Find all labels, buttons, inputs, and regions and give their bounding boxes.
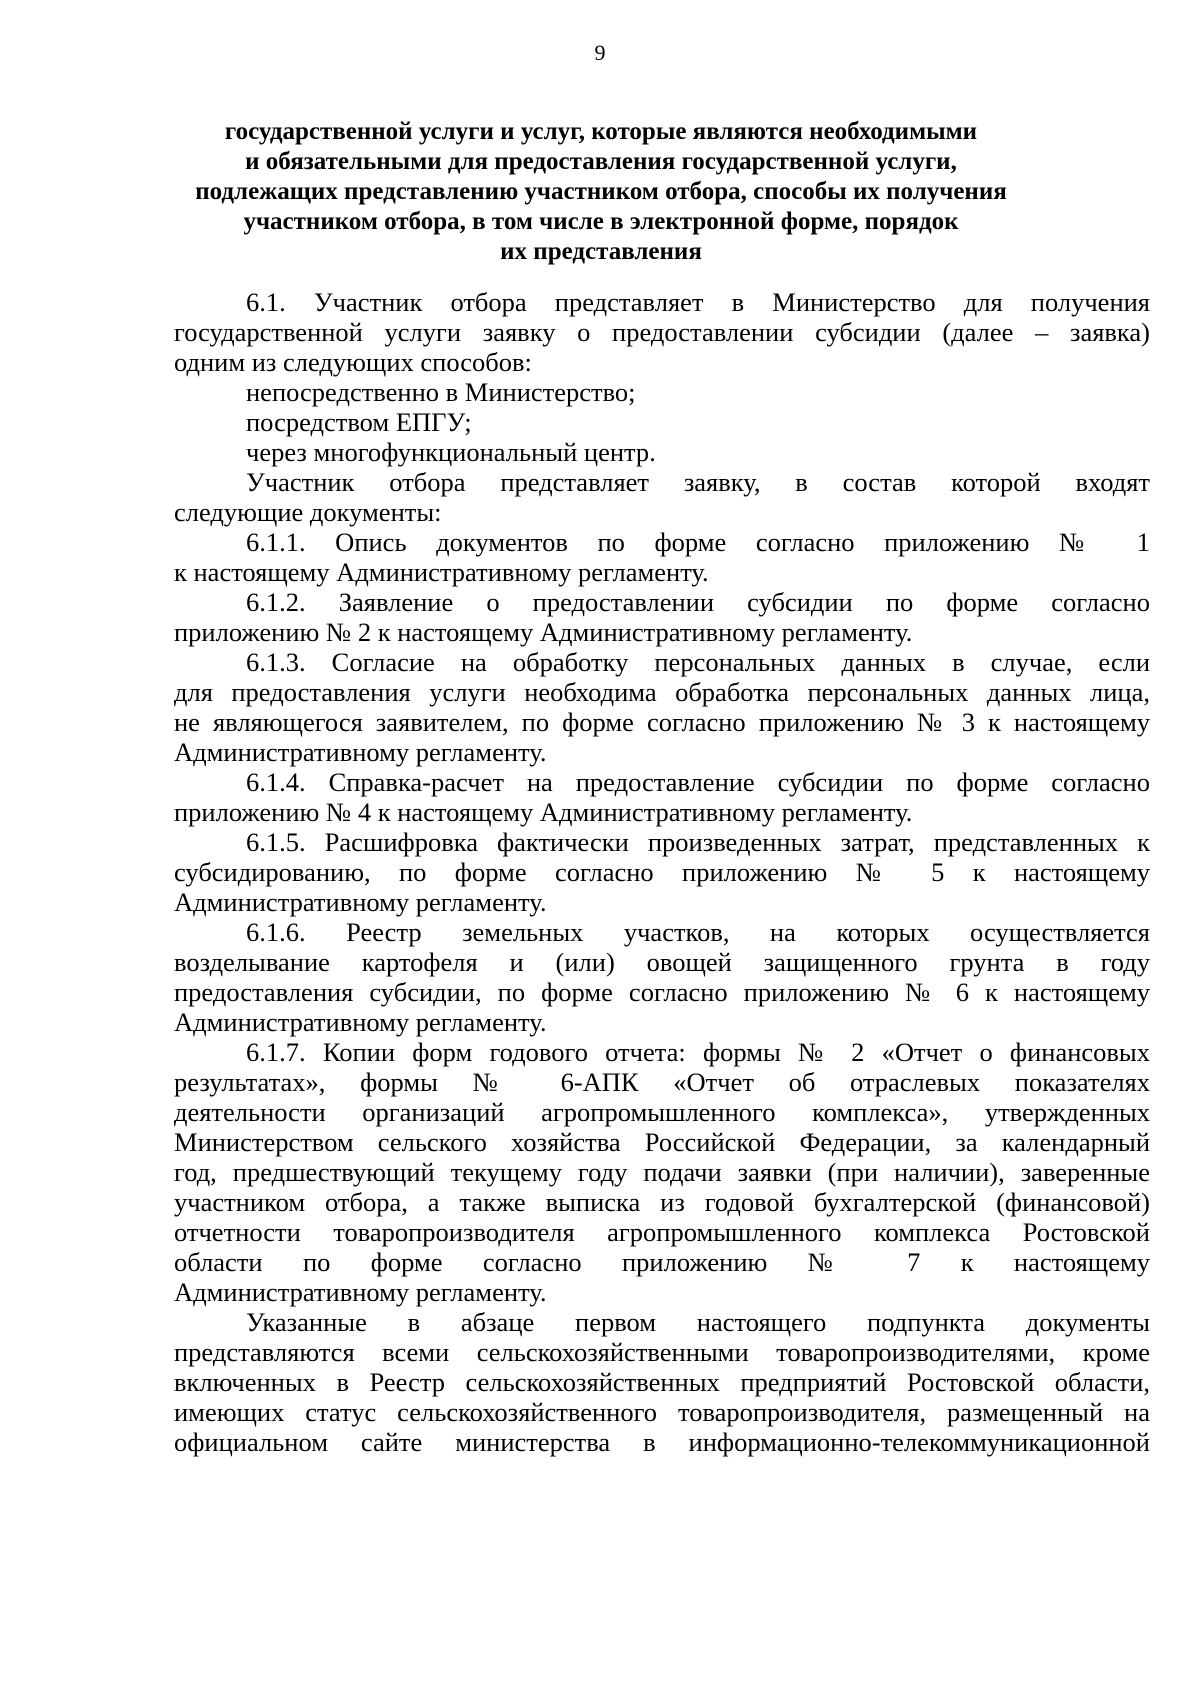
paragraph [174, 827, 1150, 917]
text-line: предоставления субсидии, по форме согласно приложению № 6 к настоящему [174, 977, 1150, 1007]
text-line: непосредственно в Министерство; [246, 377, 636, 407]
text-line: возделывание картофеля и (или) овощей защищенного грунта в году [174, 947, 1150, 977]
text-line: Участник отбора представляет заявку, в состав которой входят [246, 467, 1150, 497]
text-line: не являющегося заявителем, по форме согласно приложению № 3 к настоящему [174, 707, 1150, 737]
paragraph [174, 587, 1150, 647]
text-line: Административному регламенту. [174, 1277, 547, 1307]
text-line: деятельности организаций агропромышленного комплекса», утвержденных [174, 1097, 1150, 1127]
text-line: 6.1.2. Заявление о предоставлении субсидии по форме согласно [246, 587, 1150, 617]
text-line: посредством ЕПГУ; [246, 407, 472, 437]
document-body [174, 287, 1150, 1457]
paragraph [174, 1037, 1150, 1307]
paragraph [174, 437, 1150, 467]
text-line: для предоставления услуги необходима обработка персональных данных лица, [174, 677, 1150, 707]
text-line: одним из следующих способов: [174, 347, 532, 377]
text-line: Административному регламенту. [174, 887, 547, 917]
text-line: области по форме согласно приложению № 7 к настоящему [174, 1247, 1150, 1277]
text-line: приложению № 4 к настоящему Административному регламенту. [174, 797, 913, 827]
paragraph [174, 467, 1150, 527]
text-line: Административному регламенту. [174, 737, 547, 767]
paragraph [174, 1307, 1150, 1457]
text-line: к настоящему Административному регламенту. [174, 557, 709, 587]
text-line: год, предшествующий текущему году подачи заявки (при наличии), заверенные [174, 1157, 1150, 1187]
paragraph [174, 767, 1150, 827]
heading-line: их представления [500, 238, 702, 265]
heading-line: участником отбора, в том числе в электронной форме, порядок [243, 208, 959, 235]
paragraph [174, 287, 1150, 377]
text-line: следующие документы: [174, 497, 442, 527]
text-line: результатах», формы № 6-АПК «Отчет об отраслевых показателях [174, 1067, 1150, 1097]
text-line: официальном сайте министерства в информационно-телекоммуникационной [174, 1427, 1150, 1457]
text-line: Административному регламенту. [174, 1007, 547, 1037]
paragraph [174, 407, 1150, 437]
text-line: субсидированию, по форме согласно приложению № 5 к настоящему [174, 857, 1150, 887]
section-heading [180, 117, 1022, 267]
text-line: Министерством сельского хозяйства Российской Федерации, за календарный [174, 1127, 1150, 1157]
paragraph [174, 917, 1150, 1037]
text-line: 6.1.1. Опись документов по форме согласно приложению № 1 [246, 527, 1150, 557]
paragraph [174, 647, 1150, 767]
text-line: через многофункциональный центр. [246, 437, 656, 467]
heading-line: и обязательными для предоставления государственной услуги, [245, 148, 957, 175]
text-line: 6.1.5. Расшифровка фактически произведенных затрат, представленных к [246, 827, 1150, 857]
page-number: 9 [594, 40, 606, 65]
text-line: отчетности товаропроизводителя агропромышленного комплекса Ростовской [174, 1217, 1150, 1247]
text-line: 6.1. Участник отбора представляет в Министерство для получения [246, 287, 1150, 317]
text-line: 6.1.3. Согласие на обработку персональных данных в случае, если [246, 647, 1150, 677]
text-line: 6.1.7. Копии форм годового отчета: формы № 2 «Отчет о финансовых [246, 1037, 1150, 1067]
text-line: Указанные в абзаце первом настоящего подпункта документы [246, 1307, 1150, 1337]
heading-line: государственной услуги и услуг, которые являются необходимыми [224, 118, 978, 145]
text-line: имеющих статус сельскохозяйственного товаропроизводителя, размещенный на [174, 1397, 1150, 1427]
text-line: государственной услуги заявку о предоставлении субсидии (далее – заявка) [174, 317, 1150, 347]
paragraph [174, 377, 1150, 407]
text-line: 6.1.4. Справка-расчет на предоставление субсидии по форме согласно [246, 767, 1150, 797]
heading-line: подлежащих представлению участником отбора, способы их получения [195, 178, 1007, 205]
paragraph [174, 527, 1150, 587]
text-line: приложению № 2 к настоящему Административному регламенту. [174, 617, 913, 647]
text-line: 6.1.6. Реестр земельных участков, на которых осуществляется [246, 917, 1150, 947]
text-line: участником отбора, а также выписка из годовой бухгалтерской (финансовой) [174, 1187, 1150, 1217]
text-line: представляются всеми сельскохозяйственными товаропроизводителями, кроме [174, 1337, 1150, 1367]
text-line: включенных в Реестр сельскохозяйственных предприятий Ростовской области, [174, 1367, 1150, 1397]
